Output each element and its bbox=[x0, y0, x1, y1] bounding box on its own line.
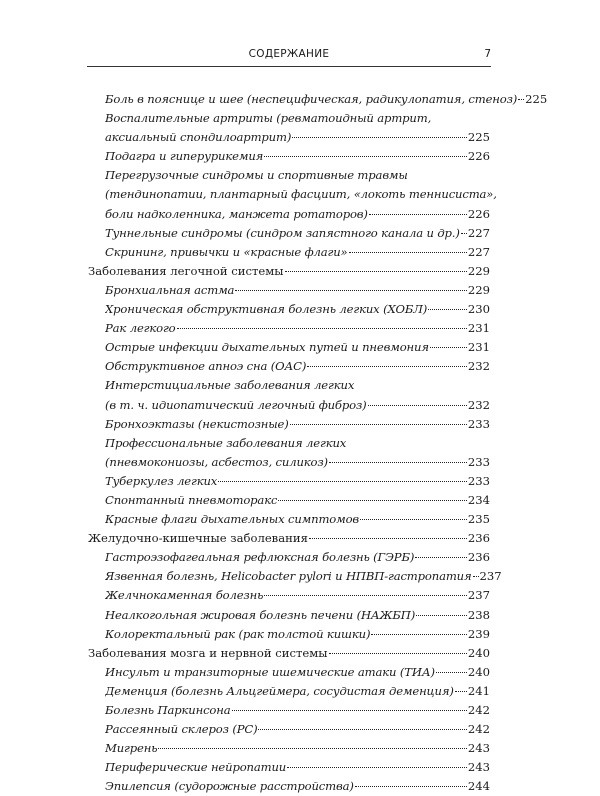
dot-leader bbox=[232, 710, 467, 711]
toc-section bbox=[88, 644, 490, 663]
toc-entry bbox=[88, 109, 490, 128]
toc-entry bbox=[88, 396, 490, 415]
dot-leader bbox=[309, 538, 467, 539]
toc-page-number: 225 bbox=[525, 92, 548, 106]
toc-page-number: 233 bbox=[467, 454, 490, 469]
toc-entry bbox=[88, 701, 490, 720]
toc-page-number: 240 bbox=[467, 664, 490, 679]
toc-entry-label: Желчнокаменная болезнь bbox=[105, 588, 264, 603]
toc-entry-label: Заболевания легочной системы bbox=[88, 263, 284, 278]
toc-entry-label: Желудочно-кишечные заболевания bbox=[88, 531, 308, 546]
dot-leader bbox=[360, 519, 467, 520]
toc-page-number: 236 bbox=[467, 531, 490, 546]
dot-leader bbox=[158, 748, 466, 749]
toc-entry-label: Интерстициальные заболевания легких bbox=[105, 378, 355, 393]
dot-leader bbox=[290, 424, 467, 425]
toc-page-number: 238 bbox=[467, 607, 490, 622]
toc-page-number: 235 bbox=[467, 512, 490, 527]
toc-page-number: 234 bbox=[467, 492, 490, 507]
toc-page-number: 229 bbox=[467, 263, 490, 278]
dot-leader bbox=[235, 290, 467, 291]
toc-entry-label: Хроническая обструктивная болезнь легких (ХОБЛ) bbox=[105, 302, 428, 317]
toc-page-number: 226 bbox=[467, 206, 490, 221]
dot-leader bbox=[368, 405, 467, 406]
toc-entry bbox=[88, 300, 490, 319]
toc-page-number: 227 bbox=[467, 225, 490, 240]
dot-leader bbox=[473, 576, 479, 577]
toc-entry-label: Неалкогольная жировая болезнь печени (НАЖБП) bbox=[105, 607, 416, 622]
toc-page-number: 229 bbox=[467, 282, 490, 297]
header-title: СОДЕРЖАНИЕ bbox=[248, 48, 330, 60]
toc-page-number: 240 bbox=[467, 645, 490, 660]
toc-entry bbox=[88, 739, 490, 758]
toc-entry-label: Заболевания мозга и нервной системы bbox=[88, 645, 328, 660]
toc-entry bbox=[88, 224, 490, 243]
dot-leader bbox=[258, 729, 466, 730]
toc-entry bbox=[88, 128, 490, 147]
toc-entry-label: Острые инфекции дыхательных путей и пневмония bbox=[105, 340, 429, 355]
toc-entry-label: Рак легкого bbox=[105, 321, 176, 336]
dot-leader bbox=[428, 309, 467, 310]
toc-entry bbox=[88, 682, 490, 701]
dot-leader bbox=[264, 595, 467, 596]
toc-entry-label: Язвенная болезнь, Helicobacter pylori и НПВП-гастропатия bbox=[105, 569, 472, 584]
toc-page-number: 236 bbox=[467, 550, 490, 565]
dot-leader bbox=[307, 366, 467, 367]
dot-leader bbox=[285, 271, 467, 272]
toc-entry-label: Туннельные синдромы (синдром запястного канала и др.) bbox=[105, 225, 460, 240]
toc-entry bbox=[88, 166, 490, 185]
toc-entry bbox=[88, 205, 490, 224]
toc-entry bbox=[88, 663, 490, 682]
toc-entry-label: Профессиональные заболевания легких bbox=[105, 435, 347, 450]
toc-page-number: 232 bbox=[467, 359, 490, 374]
toc-entry-label: Болезнь Паркинсона bbox=[105, 703, 231, 717]
toc-entry-label: Периферические нейропатии bbox=[105, 760, 287, 775]
toc-entry bbox=[88, 758, 490, 777]
toc-entry-label: Инсульт и транзиторные ишемические атаки (ТИА) bbox=[105, 664, 435, 679]
toc-entry-label: (в т. ч. идиопатический легочный фиброз) bbox=[105, 397, 367, 412]
dot-leader bbox=[518, 99, 524, 100]
header-page-number: 7 bbox=[484, 48, 491, 60]
toc-entry-label: Скрининг, привычки и «красные флаги» bbox=[105, 244, 348, 259]
toc-entry-label: Эпилепсия (судорожные расстройства) bbox=[105, 779, 354, 794]
toc-page-number: 243 bbox=[467, 741, 490, 756]
toc-page-number: 237 bbox=[479, 569, 502, 584]
toc-page-number: 237 bbox=[467, 588, 490, 603]
dot-leader bbox=[355, 786, 467, 787]
toc-entry bbox=[88, 185, 497, 204]
toc-page-number: 230 bbox=[467, 302, 490, 317]
toc-page-number: 244 bbox=[467, 779, 490, 794]
toc-entry bbox=[88, 147, 490, 166]
dot-leader bbox=[455, 691, 467, 692]
toc-page-number: 233 bbox=[467, 416, 490, 431]
toc-page-number: 232 bbox=[467, 397, 490, 412]
toc-entry-label: Туберкулез легких bbox=[105, 473, 218, 488]
toc-entry bbox=[88, 453, 490, 472]
toc-entry bbox=[88, 415, 490, 434]
toc-page-number: 226 bbox=[467, 149, 490, 164]
dot-leader bbox=[416, 615, 467, 616]
toc-entry-label: Обструктивное апноэ сна (ОАС) bbox=[105, 359, 307, 374]
toc-page-number: 243 bbox=[467, 760, 490, 775]
toc-entry bbox=[88, 586, 490, 605]
dot-leader bbox=[436, 672, 467, 673]
toc-entry-label: Деменция (болезнь Альцгеймера, сосудистая деменция) bbox=[105, 683, 454, 698]
toc-page-number: 239 bbox=[467, 626, 490, 641]
toc-entry bbox=[88, 567, 502, 586]
toc-entry bbox=[88, 472, 490, 491]
toc-entry bbox=[88, 281, 490, 300]
dot-leader bbox=[461, 233, 467, 234]
dot-leader bbox=[430, 347, 467, 348]
toc-entry-label: Боль в пояснице и шее (неспецифическая, радикулопатия, стеноз) bbox=[105, 92, 518, 106]
toc-entry bbox=[88, 338, 490, 357]
table-of-contents bbox=[88, 90, 548, 796]
toc-entry-label: боли надколенника, манжета ротаторов) bbox=[105, 206, 368, 221]
dot-leader bbox=[292, 137, 467, 138]
toc-entry-label: Подагра и гиперурикемия bbox=[105, 149, 264, 164]
toc-entry bbox=[88, 548, 490, 567]
dot-leader bbox=[371, 634, 467, 635]
toc-entry bbox=[88, 357, 490, 376]
dot-leader bbox=[264, 156, 467, 157]
dot-leader bbox=[415, 557, 467, 558]
dot-leader bbox=[349, 252, 467, 253]
dot-leader bbox=[329, 462, 467, 463]
toc-entry-label: (тендинопатии, плантарный фасциит, «локоть теннисиста», bbox=[105, 187, 497, 202]
toc-entry bbox=[88, 625, 490, 644]
toc-page-number: 231 bbox=[467, 340, 490, 355]
toc-entry bbox=[88, 720, 490, 739]
toc-entry-label: Колоректальный рак (рак толстой кишки) bbox=[105, 626, 371, 641]
toc-section bbox=[88, 529, 490, 548]
toc-page-number: 233 bbox=[467, 473, 490, 488]
toc-page-number: 225 bbox=[467, 130, 490, 145]
dot-leader bbox=[177, 328, 467, 329]
toc-entry-label: Воспалительные артриты (ревматоидный артрит, bbox=[105, 111, 432, 126]
toc-entry-label: Бронхиальная астма bbox=[105, 282, 235, 297]
toc-page-number: 231 bbox=[467, 321, 490, 336]
dot-leader bbox=[329, 653, 467, 654]
toc-entry bbox=[88, 510, 490, 529]
toc-entry-label: Перегрузочные синдромы и спортивные травмы bbox=[105, 168, 408, 183]
toc-page-number: 242 bbox=[467, 722, 490, 737]
dot-leader bbox=[369, 214, 467, 215]
toc-entry-label: Гастроэзофагеальная рефлюксная болезнь (ГЭРБ) bbox=[105, 550, 415, 565]
toc-entry bbox=[88, 376, 490, 395]
toc-entry bbox=[88, 90, 548, 109]
toc-entry bbox=[88, 491, 490, 510]
running-header bbox=[87, 46, 491, 67]
toc-entry bbox=[88, 434, 490, 453]
toc-entry-label: (пневмокониозы, асбестоз, силикоз) bbox=[105, 454, 328, 469]
toc-entry-label: Мигрень bbox=[105, 741, 158, 756]
toc-page-number: 241 bbox=[467, 683, 490, 698]
toc-entry-label: аксиальный спондилоартрит) bbox=[105, 130, 292, 145]
dot-leader bbox=[287, 767, 467, 768]
toc-page-number: 242 bbox=[467, 703, 490, 717]
dot-leader bbox=[218, 481, 467, 482]
toc-section bbox=[88, 262, 490, 281]
toc-entry bbox=[88, 319, 490, 338]
toc-entry bbox=[88, 777, 490, 796]
toc-entry bbox=[88, 606, 490, 625]
toc-entry-label: Спонтанный пневмоторакс bbox=[105, 492, 278, 507]
dot-leader bbox=[278, 500, 467, 501]
toc-entry bbox=[88, 243, 490, 262]
toc-entry-label: Красные флаги дыхательных симптомов bbox=[105, 512, 360, 527]
toc-entry-label: Рассеянный склероз (РС) bbox=[105, 722, 258, 737]
toc-page-number: 227 bbox=[467, 244, 490, 259]
toc-entry-label: Бронхоэктазы (некистозные) bbox=[105, 416, 289, 431]
